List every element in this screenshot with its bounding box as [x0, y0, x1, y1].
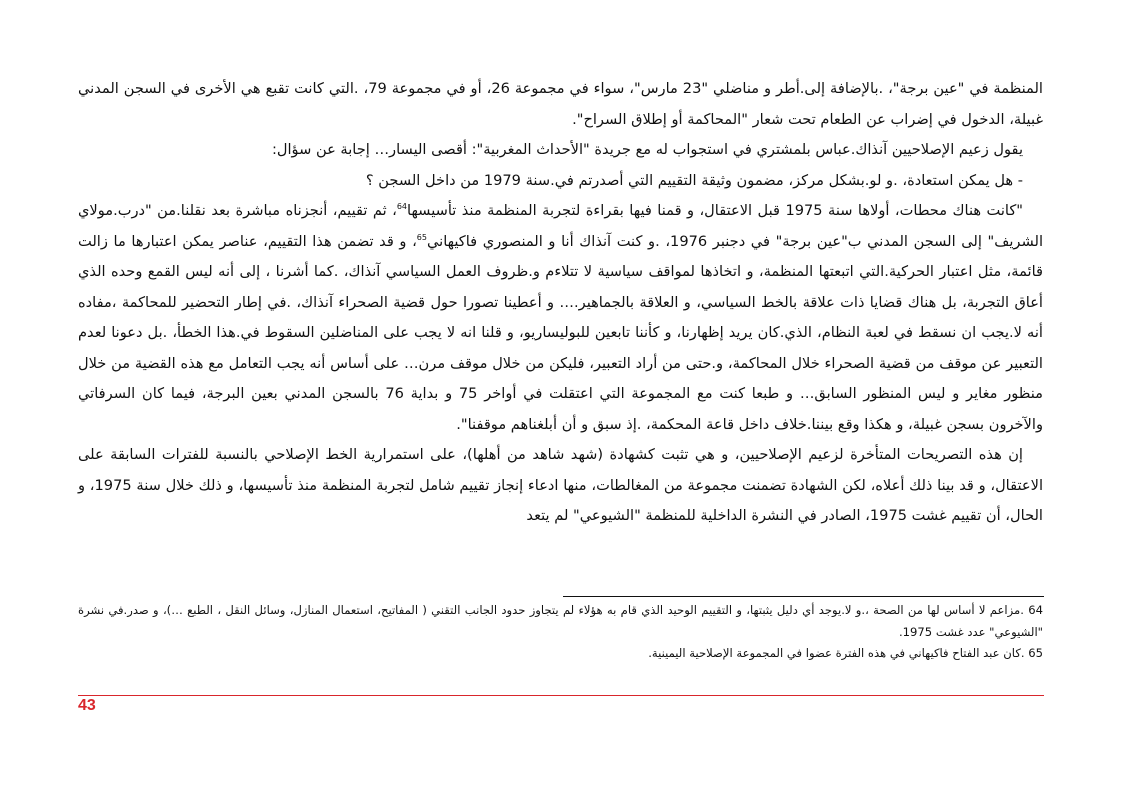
- paragraph-4: [78, 196, 1043, 440]
- footer-rule: [78, 695, 1044, 696]
- footnote-ref-64[interactable]: 64: [396, 202, 407, 212]
- paragraph-5: إن هذه التصريحات المتأخرة لزعيم الإصلاحيين، و هي تثبت كشهادة (شهد شاهد من أهلها)، على استمرارية الخط الإصلاحي بالنسبة للفترات السابقة على الاعتقال، و قد بينا ذلك أعلاه، لكن الشهادة تضمنت مجموعة من المغالطات، منها ادعاء إنجاز تقييم شامل لتجربة المنظمة منذ تأسيسها، و ذلك خلال سنة 1975، و الحال، أن تقييم غشت 1975، الصادر في النشرة الداخلية للمنظمة "الشيوعي" لم يتعد: [78, 446, 1044, 524]
- footnote-separator: [563, 596, 1044, 597]
- paragraph-4-text-c: ، و قد تضمن هذا التقييم، عناصر يمكن اعتبارها ما زالت قائمة، مثل اعتبار الحركية.التي اتبعتها المنظمة، و اتخاذها لمواقف سياسية لا تتلاءم و.ظروف العمل السياسي آنذاك، .كما أشرنا ، إلى أنه ليس القمع وحده الذي أعاق التجربة، بل هناك قضايا ذات علاقة بالخط السياسي، و العلاقة بالجماهير.… و أعطينا تصورا حول قضية الصحراء آنذاك، .في إطار التحضير للمحاكمة ،مفاده أنه لا.يجب ان نسقط في لعبة النظام، الذي.كان يريد إظهارنا، و كأننا تابعين للبوليساريو، و قلنا انه لا يجب على المناضلين السقوط في.هذا الخطأ، .بل دعونا لعدم التعبير عن موقف من قضية الصحراء خلال المحاكمة، و.حتى من أراد التعبير، فليكن من خلال موقف مرن… على أساس أنه يجب التعامل مع هذه القضية من خلال منظور مغاير و ليس المنظور السابق… و طبعا كنت مع المجموعة التي اعتقلت في أواخر 75 و بداية 76 بالسجن المدني بعين البرجة، فيما كان السرفاتي والآخرون بسجن غبيلة، و هكذا وقع بيننا.خلاف داخل قاعة المحكمة، .إذ سبق و أن أبلغناهم موقفنا".: [78, 232, 1043, 433]
- page-number: 43: [78, 697, 96, 714]
- paragraph-1: المنظمة في "عين برجة"، .بالإضافة إلى.أطر و مناضلي "23 مارس"، سواء في مجموعة 26، أو في مجموعة 79، .التي كانت تقبع هي الأخرى في السجن المدني غبيلة، الدخول في إضراب عن الطعام تحت شعار "المحاكمة أو إطلاق السراح".: [78, 80, 1043, 128]
- footnote-64: 64 .مزاعم لا أساس لها من الصحة ،.و لا.يوجد أي دليل يثبتها، و التقييم الوحيد الذي قام به هؤلاء لم يتجاوز حدود الجانب التقني ( المفاتيح، استعمال المنازل، وسائل النقل ، الطبع …)، و صدر.في نشرة "الشيوعي" عدد غشت 1975.: [78, 603, 1043, 639]
- footnotes: [78, 600, 1043, 665]
- paragraph-3: - هل يمكن استعادة، .و لو.بشكل مركز، مضمون وثيقة التقييم التي أصدرتم في.سنة 1979 من داخل السجن ؟: [365, 171, 1023, 189]
- footnote-65: 65 .كان عبد الفتاح فاكيهاني في هذه الفترة عضوا في المجموعة الإصلاحية اليمينية.: [648, 646, 1043, 660]
- main-text: [78, 74, 1043, 532]
- paragraph-4-text-b: ، ثم تقييم، أنجزناه مباشرة بعد نقلنا.من "درب.مولاي الشريف" إلى السجن المدني ب"عين برجة" في دجنبر 1976، .و كنت آنذاك أنا و المنصوري فاكيهاني: [78, 202, 1043, 250]
- footnote-ref-65[interactable]: 65: [416, 232, 427, 242]
- paragraph-4-text-a: "كانت هناك محطات، أولاها سنة 1975 قبل الاعتقال، و قمنا فيها بقراءة لتجربة المنظمة منذ تأسيسها: [407, 202, 1024, 219]
- paragraph-2: يقول زعيم الإصلاحيين آنذاك.عباس بلمشتري في استجواب له مع جريدة "الأحداث المغربية": أقصى اليسار… إجابة عن سؤال:: [271, 141, 1023, 158]
